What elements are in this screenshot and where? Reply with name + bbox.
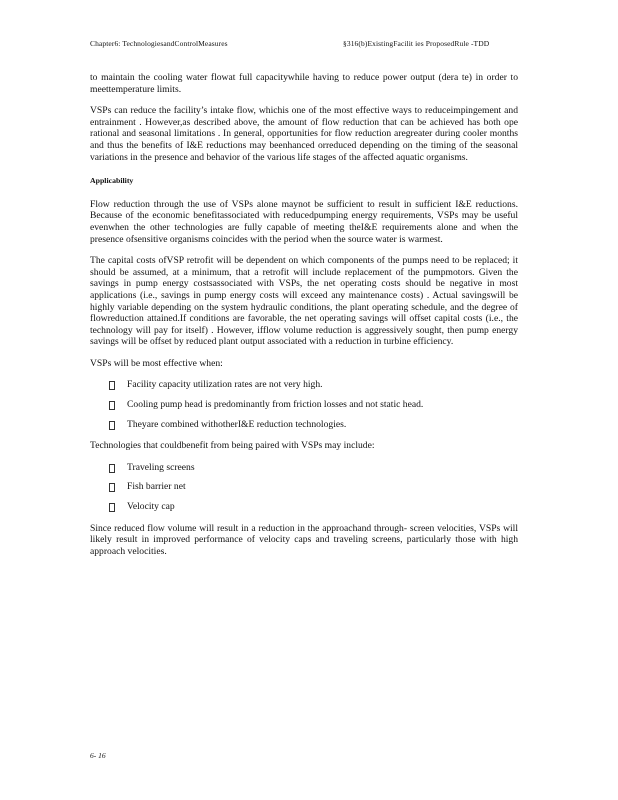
bullet-box-icon — [109, 421, 115, 430]
paragraph: to maintain the cooling water flowat full capacitywhile having to reduce power output (dera te) in order to meettemperature limits. — [90, 72, 518, 95]
bullet-box-icon — [109, 401, 115, 410]
list-item-text: Traveling screens — [127, 461, 195, 473]
list-item — [90, 501, 518, 513]
technologies-list — [90, 462, 518, 513]
bullet-box-icon — [109, 381, 115, 390]
document-body — [90, 72, 518, 567]
conditions-list — [90, 379, 518, 430]
paragraph: VSPs can reduce the facility’s intake flow, whichis one of the most effective ways to reduceimpingement and entrainment . However,as described above, the amount of flow reduction that can be achieved has both ope rational and seasonal limitations . In general, opportunities for flow reduction aregreater during cooler months and thus the benefits of I&E reductions may beenhanced orreduced depending on the timing of the seasonal variations in the presence and behavior of the various life stages of the affected aquatic organisms. — [90, 105, 518, 163]
section-heading: Applicability — [90, 176, 134, 186]
paragraph: The capital costs ofVSP retrofit will be dependent on which components of the pumps need to be replaced; it should be assumed, at a minimum, that a retrofit will include replacement of the pumpmotors. Given the savings in pump energy costsassociated with VSPs, the net operating costs should be negative in most applications (i.e., savings in pump energy costs will exceed any maintenance costs) . Actual savingswill be highly variable depending on the system hydraulic conditions, the plant operating schedule, and the degree of flowreduction attained.If conditions are favorable, the net operating savings will offset capital costs (i.e., the technology will pay for itself) . However, ifflow volume reduction is aggressively sought, then pump energy savings will be offset by reduced plant output associated with a reduction in turbine efficiency. — [90, 255, 518, 348]
list-item-text: Cooling pump head is predominantly from friction losses and not static head. — [127, 399, 424, 411]
list-item-text: Theyare combined withotherI&E reduction technologies. — [127, 418, 347, 430]
list-item — [90, 379, 518, 391]
list-item-text: Fish barrier net — [127, 481, 186, 493]
bullet-box-icon — [109, 483, 115, 492]
paragraph: Flow reduction through the use of VSPs alone maynot be sufficient to result in sufficient I&E reductions. Because of the economic benefitassociated with reducedpumping energy requirements, VSPs may be useful evenwhen the other technologies are fully capable of meeting theI&E requirements alone and when the presence ofsensitive organisms coincides with the period when the source water is warmest. — [90, 198, 518, 245]
bullet-box-icon — [109, 503, 115, 512]
list-item-text: Facility capacity utilization rates are not very high. — [127, 379, 323, 391]
list-item-text: Velocity cap — [127, 501, 175, 513]
paragraph: Since reduced flow volume will result in a reduction in the approachand through- screen velocities, VSPs will likely result in improved performance of velocity caps and traveling screens, particularly those with high approach velocities. — [90, 522, 518, 557]
bullet-box-icon — [109, 464, 115, 473]
list-item — [90, 462, 518, 474]
list-item — [90, 399, 518, 411]
page-number: 6- 16 — [90, 751, 106, 760]
paragraph: Technologies that couldbenefit from being paired with VSPs may include: — [90, 440, 375, 452]
list-item — [90, 481, 518, 493]
running-header-section: §316(b)ExistingFacilit ies ProposedRule -TDD — [343, 39, 490, 48]
paragraph: VSPs will be most effective when: — [90, 357, 223, 369]
running-header-chapter: Chapter6: TechnologiesandControlMeasures — [90, 39, 228, 48]
list-item — [90, 419, 518, 431]
